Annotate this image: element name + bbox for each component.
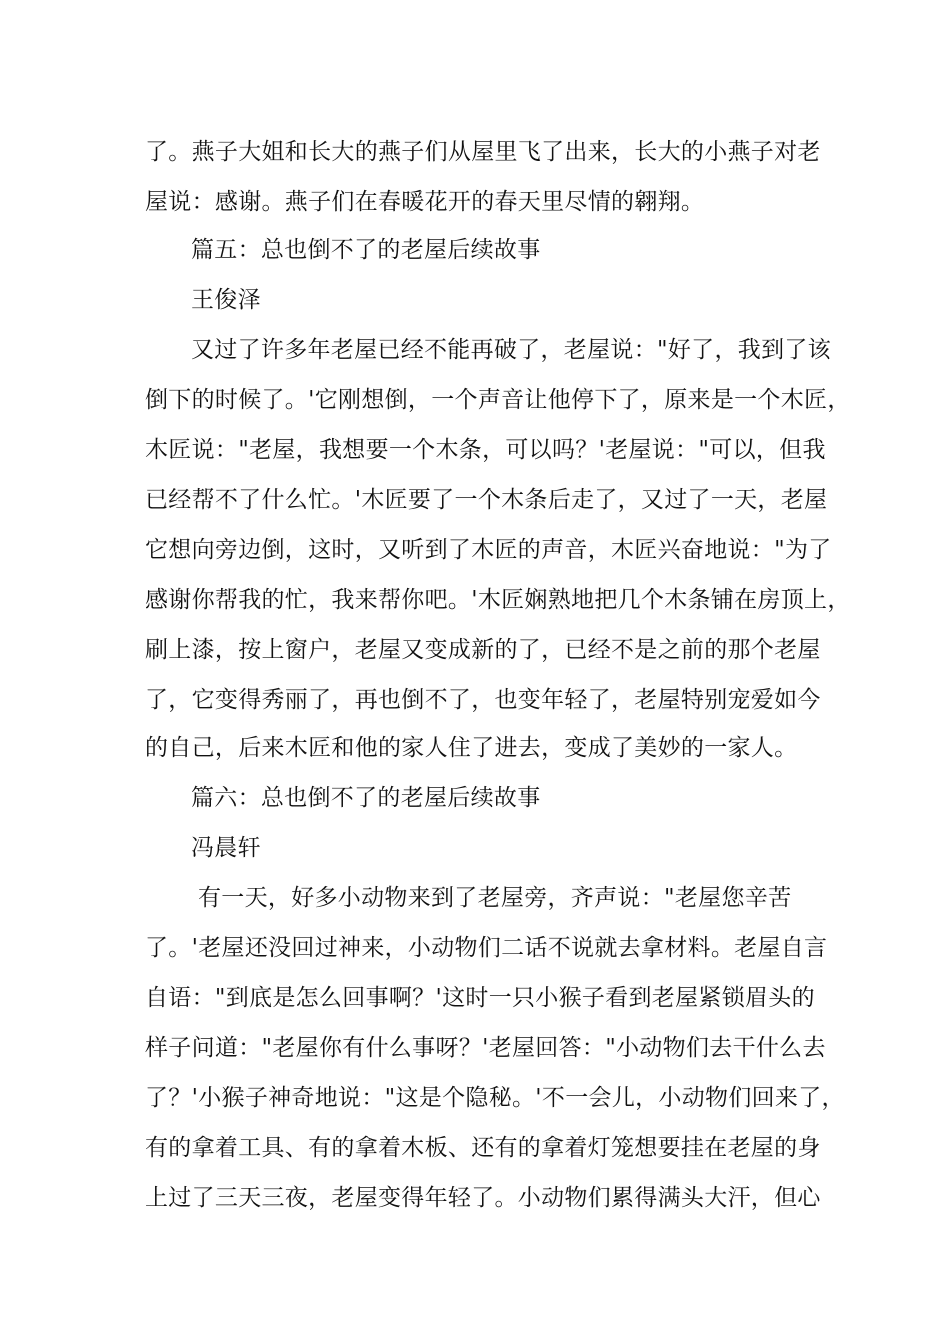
paragraph-line: 又过了许多年老屋已经不能再破了，老屋说："好了，我到了该	[191, 337, 831, 363]
paragraph-line: 感谢你帮我的忙，我来帮你吧。'木匠娴熟地把几个木条铺在房顶上，	[145, 587, 851, 613]
paragraph-line: 已经帮不了什么忙。'木匠要了一个木条后走了，又过了一天，老屋	[145, 487, 828, 513]
paragraph-line: 刷上漆，按上窗户，老屋又变成新的了，已经不是之前的那个老屋	[145, 637, 821, 663]
paragraph-line: 了。燕子大姐和长大的燕子们从屋里飞了出来，长大的小燕子对老	[145, 139, 821, 165]
paragraph-line: 的自己，后来木匠和他的家人住了进去，变成了美妙的一家人。	[145, 735, 798, 761]
section-heading: 篇五：总也倒不了的老屋后续故事	[191, 237, 541, 263]
section-heading: 篇六：总也倒不了的老屋后续故事	[191, 785, 541, 811]
paragraph-line: 了？'小猴子神奇地说："这是个隐秘。'不一会儿，小动物们回来了，	[145, 1085, 845, 1111]
paragraph-line: 了。'老屋还没回过神来，小动物们二话不说就去拿材料。老屋自言	[145, 935, 828, 961]
paragraph-line: 了，它变得秀丽了，再也倒不了，也变年轻了，老屋特别宠爱如今	[145, 687, 821, 713]
paragraph-line: 它想向旁边倒，这时，又听到了木匠的声音，木匠兴奋地说："为了	[145, 537, 832, 563]
paragraph-line: 样子问道："老屋你有什么事呀？'老屋回答："小动物们去干什么去	[145, 1035, 826, 1061]
paragraph-line: 倒下的时候了。'它刚想倒，一个声音让他停下了，原来是一个木匠，	[145, 387, 851, 413]
paragraph-line: 自语："到底是怎么回事啊？'这时一只小猴子看到老屋紧锁眉头的	[145, 985, 815, 1011]
paragraph-line: 有的拿着工具、有的拿着木板、还有的拿着灯笼想要挂在老屋的身	[145, 1135, 821, 1161]
author-name: 冯晨轩	[191, 835, 261, 861]
paragraph-line: 有一天，好多小动物来到了老屋旁，齐声说："老屋您辛苦	[198, 885, 792, 911]
paragraph-line: 木匠说："老屋，我想要一个木条，可以吗？'老屋说："可以，但我	[145, 437, 826, 463]
paragraph-line: 上过了三天三夜，老屋变得年轻了。小动物们累得满头大汗，但心	[145, 1185, 821, 1211]
paragraph-line: 屋说：感谢。燕子们在春暖花开的春天里尽情的翱翔。	[145, 189, 705, 215]
author-name: 王俊泽	[191, 287, 261, 313]
